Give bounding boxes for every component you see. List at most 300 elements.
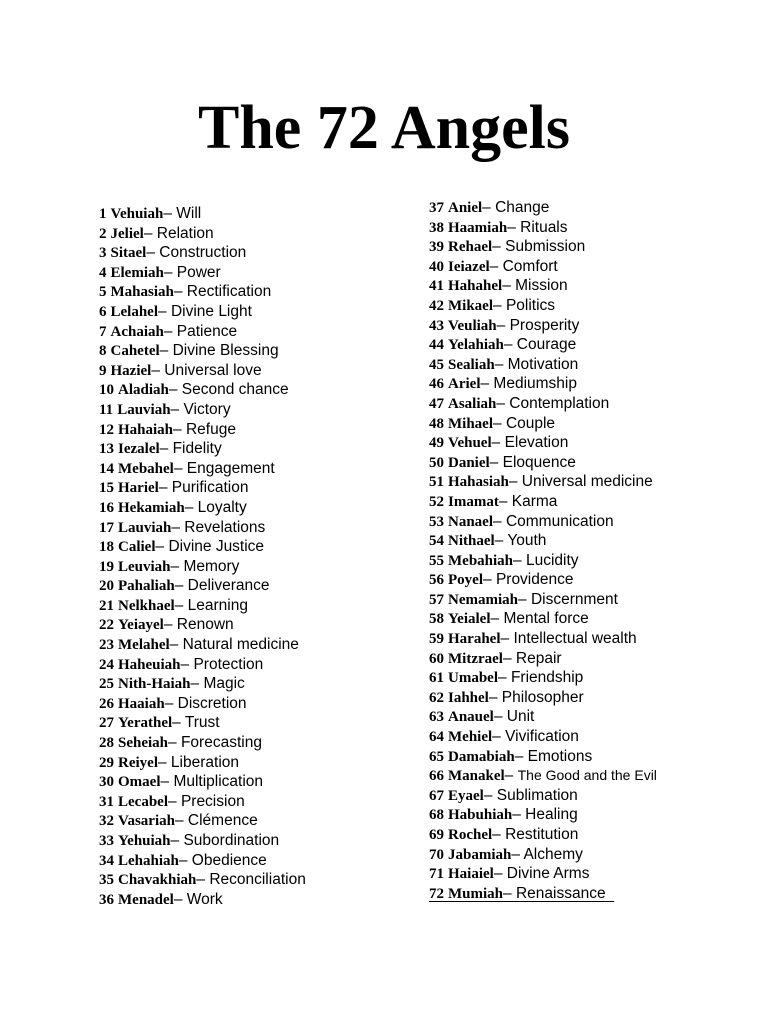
angel-number: 69 <box>429 827 444 843</box>
angel-list-left <box>99 204 429 909</box>
angel-name: Lehahiah <box>118 852 179 869</box>
angel-entry <box>429 786 759 806</box>
angel-meaning: Repair <box>515 649 562 667</box>
angel-meaning: Deliverance <box>187 577 270 595</box>
angel-meaning: Revelations <box>184 518 266 536</box>
angel-meaning: Mental force <box>503 610 589 628</box>
angel-name: Pahaliah <box>118 578 175 595</box>
angel-entry <box>99 870 429 890</box>
angel-meaning: Mediumship <box>493 375 577 393</box>
separator: – <box>502 649 516 667</box>
angel-meaning: Elevation <box>504 434 569 452</box>
angel-meaning: Healing <box>525 806 578 824</box>
angel-name: Iezalel <box>118 441 160 458</box>
separator: – <box>494 532 508 550</box>
angel-number: 7 <box>99 323 107 340</box>
separator: – <box>494 355 508 373</box>
angel-meaning: Karma <box>511 492 558 510</box>
angel-meaning: Universal medicine <box>521 473 653 491</box>
angel-entry <box>99 694 429 714</box>
angel-name: Damabiah <box>448 748 515 765</box>
angel-meaning: Patience <box>176 322 238 340</box>
angel-entry <box>99 733 429 753</box>
angel-number: 51 <box>429 474 444 491</box>
angel-name: Hekamiah <box>118 499 185 516</box>
angel-meaning: Multiplication <box>173 773 264 791</box>
angel-entry <box>429 218 759 238</box>
angel-meaning: Rituals <box>520 218 568 236</box>
angel-number: 28 <box>99 735 114 752</box>
angel-meaning: Forecasting <box>180 734 262 752</box>
separator: – <box>482 199 496 216</box>
angel-name: Omael <box>118 774 161 791</box>
angel-entry <box>429 609 759 629</box>
angel-name: Habuhiah <box>448 807 513 824</box>
angel-meaning: Magic <box>203 675 245 693</box>
angel-number: 3 <box>99 245 107 262</box>
angel-number: 40 <box>429 258 444 275</box>
angel-number: 41 <box>429 278 444 295</box>
angel-number: 47 <box>429 395 444 412</box>
page-title: The 72 Angels <box>197 94 571 162</box>
angel-name: Jeliel <box>110 225 144 242</box>
angel-number: 33 <box>99 833 114 849</box>
separator: – <box>507 218 521 236</box>
angel-number: 27 <box>99 715 114 732</box>
angel-entry <box>429 316 759 336</box>
angel-name: Rochel <box>448 827 493 843</box>
angel-name: Elemiah <box>110 264 164 281</box>
angel-meaning: Renaissance <box>515 884 606 902</box>
angel-name: Aladiah <box>118 382 169 399</box>
angel-entry <box>99 713 429 733</box>
angel-name: Mikael <box>448 297 493 314</box>
angel-meaning: Protection <box>193 655 264 673</box>
angel-meaning: Contemplation <box>509 394 610 412</box>
angel-entry <box>429 237 759 257</box>
angel-entry <box>99 243 429 263</box>
angel-entry <box>99 361 429 381</box>
angel-meaning: Mission <box>515 277 568 295</box>
angel-name: Lecabel <box>118 793 168 810</box>
angel-number: 11 <box>99 401 114 418</box>
angel-entry <box>429 394 759 414</box>
angel-entry <box>429 629 759 649</box>
angel-name: Haaiah <box>118 695 165 712</box>
angel-number: 67 <box>429 787 444 804</box>
angel-entry <box>429 198 759 218</box>
angel-name: Hahasiah <box>448 474 509 491</box>
angel-entry <box>429 727 759 747</box>
angel-name: Nanael <box>448 513 493 530</box>
angel-number: 6 <box>99 303 107 320</box>
angel-name: Aniel <box>448 200 483 216</box>
separator: – <box>163 205 177 222</box>
angel-name: Yelahiah <box>448 337 504 354</box>
angel-number: 46 <box>429 376 444 393</box>
angel-number: 48 <box>429 415 444 432</box>
angel-number: 35 <box>99 872 114 889</box>
angel-number: 29 <box>99 754 114 771</box>
separator: – <box>492 728 506 746</box>
separator: – <box>513 551 526 569</box>
angel-number: 63 <box>429 709 444 726</box>
angel-number: 42 <box>429 297 444 314</box>
angel-entry <box>99 400 429 420</box>
angel-number: 32 <box>99 813 114 830</box>
angel-meaning: Couple <box>505 414 556 432</box>
angel-meaning: Lucidity <box>525 551 579 569</box>
angel-name: Reiyel <box>118 754 158 771</box>
separator: – <box>170 400 184 418</box>
angel-entry <box>99 302 429 322</box>
angel-meaning: Change <box>495 199 550 216</box>
angel-name: Yerathel <box>118 715 173 732</box>
angel-name: Achaiah <box>110 323 164 340</box>
angel-entry <box>429 414 759 434</box>
angel-entry <box>429 492 759 512</box>
separator: – <box>500 630 514 648</box>
angel-entry <box>99 792 429 812</box>
angel-meaning: Vivification <box>505 728 579 746</box>
angel-entry <box>99 341 429 361</box>
angel-entry <box>99 615 429 635</box>
angel-name: Hahahel <box>448 278 503 295</box>
angel-name: Iahhel <box>448 689 489 706</box>
separator: – <box>483 786 497 804</box>
angel-number: 56 <box>429 572 444 589</box>
angel-meaning: Divine Blessing <box>172 342 279 360</box>
angel-meaning: Natural medicine <box>182 636 299 654</box>
angel-entry <box>99 674 429 694</box>
separator: – <box>160 773 174 791</box>
separator: – <box>488 688 502 706</box>
angel-entry <box>429 453 759 473</box>
angel-meaning: Victory <box>183 400 231 418</box>
angel-number: 62 <box>429 689 444 706</box>
angel-entry <box>99 655 429 675</box>
separator: – <box>492 826 506 843</box>
angel-meaning: Power <box>176 263 221 281</box>
angel-entry <box>429 707 759 727</box>
separator: – <box>168 734 181 752</box>
angel-meaning: Comfort <box>502 257 558 275</box>
angel-name: Nemamiah <box>448 591 518 608</box>
angel-entry <box>99 498 429 518</box>
angel-entry <box>99 557 429 577</box>
separator: – <box>163 263 177 281</box>
angel-number: 34 <box>99 852 114 869</box>
angel-meaning: Relation <box>156 224 214 242</box>
separator: – <box>180 655 194 673</box>
angel-entry <box>429 864 759 884</box>
angel-meaning: Will <box>176 205 202 222</box>
angel-entry <box>99 851 429 871</box>
angel-entry <box>429 257 759 277</box>
angel-name: Mitzrael <box>448 650 503 667</box>
angel-number: 2 <box>99 225 107 242</box>
angel-number: 39 <box>429 239 444 256</box>
separator: – <box>172 714 185 732</box>
angel-entry <box>429 296 759 316</box>
angel-entry <box>429 551 759 571</box>
angel-entry <box>99 811 429 831</box>
angel-number: 22 <box>99 617 114 634</box>
separator: – <box>143 224 157 242</box>
angel-meaning: Submission <box>505 238 586 256</box>
separator: – <box>159 342 173 360</box>
angel-entry <box>99 204 429 224</box>
separator: – <box>170 832 184 849</box>
angel-entry <box>99 439 429 459</box>
angel-name: Vasariah <box>118 813 175 830</box>
angel-entry <box>429 805 759 825</box>
angel-number: 19 <box>99 558 114 575</box>
separator: – <box>173 420 186 438</box>
angel-number: 53 <box>429 513 444 530</box>
angel-number: 37 <box>429 200 444 216</box>
angel-meaning: Courage <box>516 336 577 354</box>
separator: – <box>498 669 511 687</box>
angel-number: 45 <box>429 356 444 373</box>
angel-entry <box>99 772 429 792</box>
angel-entry <box>99 478 429 498</box>
angel-number: 1 <box>99 206 107 222</box>
angel-number: 64 <box>429 729 444 746</box>
angel-name: Jabamiah <box>448 846 512 863</box>
angel-number: 57 <box>429 591 444 608</box>
angel-meaning: Purification <box>171 479 249 497</box>
separator: – <box>159 440 173 458</box>
angel-meaning: Learning <box>187 596 248 614</box>
angel-entry <box>429 374 759 394</box>
angel-name: Leuviah <box>118 558 171 575</box>
angel-name: Asaliah <box>448 395 497 412</box>
separator: – <box>158 479 172 497</box>
separator: – <box>480 375 494 393</box>
angel-meaning: Renown <box>176 616 234 634</box>
angel-entry <box>429 276 759 296</box>
angel-number: 31 <box>99 793 114 810</box>
angel-name: Seheiah <box>118 735 169 752</box>
angel-name: Menadel <box>118 891 174 908</box>
angel-meaning: Discretion <box>177 694 247 712</box>
angel-meaning: Refuge <box>185 420 236 438</box>
angel-meaning: Clémence <box>187 812 258 830</box>
angel-meaning: Universal love <box>164 361 262 379</box>
angel-number: 55 <box>429 552 444 569</box>
separator: – <box>493 296 506 314</box>
angel-meaning: Youth <box>507 532 547 550</box>
angel-name: Chavakhiah <box>118 872 197 889</box>
angel-number: 13 <box>99 441 114 458</box>
angel-meaning: Philosopher <box>501 688 584 706</box>
angel-number: 59 <box>429 631 444 648</box>
angel-name: Imamat <box>448 493 499 510</box>
separator: – <box>502 277 516 295</box>
angel-number: 49 <box>429 435 444 452</box>
angel-meaning: Work <box>186 890 223 908</box>
separator: – <box>173 890 187 908</box>
angel-meaning: Liberation <box>170 753 239 771</box>
angel-entry <box>429 845 759 865</box>
angel-name: Haamiah <box>448 219 508 236</box>
angel-meaning: Reconciliation <box>209 871 306 889</box>
separator: – <box>511 845 524 863</box>
separator: – <box>155 538 169 556</box>
angel-entry <box>429 668 759 688</box>
angel-number: 4 <box>99 264 107 281</box>
angel-meaning: Construction <box>159 244 247 262</box>
separator: – <box>163 322 177 340</box>
separator: – <box>151 361 165 379</box>
angel-number: 30 <box>99 774 114 791</box>
angel-entry <box>99 890 429 910</box>
angel-name: Yeiayel <box>118 617 164 634</box>
angel-name: Rehael <box>448 239 493 256</box>
separator: – <box>498 492 512 510</box>
angel-list-right <box>429 198 759 903</box>
separator: – <box>514 747 528 765</box>
separator: – <box>496 316 510 334</box>
angel-name: Harahel <box>448 631 501 648</box>
separator: – <box>493 708 507 726</box>
angel-entry <box>429 355 759 375</box>
angel-entry <box>99 263 429 283</box>
angel-name: Lelahel <box>110 303 158 320</box>
angel-meaning: The Good and the Evil <box>517 767 657 784</box>
angel-number: 20 <box>99 578 114 595</box>
angel-number: 65 <box>429 748 444 765</box>
angel-meaning: Discernment <box>530 590 618 608</box>
angel-name: Veuliah <box>448 317 497 334</box>
angel-entry <box>429 884 759 904</box>
separator: – <box>518 590 531 608</box>
angel-number: 23 <box>99 637 114 654</box>
angel-number: 44 <box>429 337 444 354</box>
angel-number: 50 <box>429 454 444 471</box>
underline-pad <box>606 885 615 902</box>
angel-entry <box>429 825 759 845</box>
angel-entry <box>429 590 759 610</box>
angel-number: 18 <box>99 539 114 556</box>
angel-name: Poyel <box>448 572 483 589</box>
angel-meaning: Providence <box>495 571 574 589</box>
separator: – <box>163 616 177 634</box>
angel-entry <box>99 635 429 655</box>
angel-entry <box>429 531 759 551</box>
angel-number: 25 <box>99 676 114 693</box>
angel-meaning: Engagement <box>186 459 275 477</box>
angel-number: 52 <box>429 493 444 510</box>
angel-entry <box>99 459 429 479</box>
angel-entry <box>429 747 759 767</box>
angel-number: 72 <box>429 885 444 902</box>
angel-number: 17 <box>99 519 114 536</box>
angel-meaning: Second chance <box>181 381 289 399</box>
angel-name: Caliel <box>118 539 156 556</box>
angel-entry <box>429 649 759 669</box>
angel-number: 16 <box>99 499 114 516</box>
angel-number: 61 <box>429 670 444 687</box>
angel-name: Lauviah <box>117 401 171 418</box>
angel-entry <box>99 537 429 557</box>
angel-meaning: Loyalty <box>197 498 247 516</box>
angel-name: Melahel <box>118 637 170 654</box>
angel-entry <box>99 224 429 244</box>
angel-entry <box>99 322 429 342</box>
separator: – <box>174 812 188 830</box>
angel-name: Hariel <box>118 480 159 497</box>
angel-meaning: Fidelity <box>172 440 222 458</box>
separator: – <box>491 434 505 452</box>
separator: – <box>503 336 517 354</box>
angel-name: Umabel <box>448 670 498 687</box>
angel-name: Mahasiah <box>110 284 174 301</box>
separator: – <box>158 302 171 320</box>
angel-entry <box>429 433 759 453</box>
angel-meaning: Politics <box>505 296 556 314</box>
angel-number: 68 <box>429 807 444 824</box>
angel-meaning: Divine Justice <box>168 538 265 556</box>
separator: – <box>170 557 184 575</box>
angel-meaning: Subordination <box>183 832 280 849</box>
separator: – <box>173 283 187 301</box>
angel-name: Haiaiel <box>448 866 494 883</box>
angel-number: 21 <box>99 597 114 614</box>
angel-name: Nelkhael <box>118 597 175 614</box>
angel-name: Nithael <box>448 533 495 550</box>
angel-meaning: Divine Arms <box>506 865 590 883</box>
angel-meaning: Unit <box>506 708 535 726</box>
angel-meaning: Alchemy <box>523 845 583 863</box>
separator: – <box>493 865 507 883</box>
angel-name: Cahetel <box>110 343 160 360</box>
angel-name: Lauviah <box>118 519 172 536</box>
angel-entry <box>429 766 759 786</box>
angel-number: 5 <box>99 284 107 301</box>
separator: – <box>146 244 160 262</box>
angel-meaning: Motivation <box>507 355 579 373</box>
angel-entry <box>99 596 429 616</box>
angel-name: Sitael <box>110 245 147 262</box>
angel-meaning: Divine Light <box>170 302 252 320</box>
angel-number: 9 <box>99 362 107 379</box>
angel-number: 58 <box>429 611 444 628</box>
angel-number: 71 <box>429 866 444 883</box>
angel-meaning: Rectification <box>186 283 272 301</box>
angel-name: Sealiah <box>448 356 495 373</box>
separator: – <box>489 453 503 471</box>
angel-meaning: Memory <box>183 557 240 575</box>
angel-number: 36 <box>99 891 114 908</box>
angel-entry <box>99 831 429 851</box>
angel-meaning: Sublimation <box>496 786 578 804</box>
angel-number: 15 <box>99 480 114 497</box>
angel-entry <box>99 576 429 596</box>
separator: – <box>164 694 178 712</box>
angel-name: Vehuiah <box>110 206 164 222</box>
separator: – <box>496 394 510 412</box>
angel-entry <box>99 380 429 400</box>
separator: – <box>173 459 187 477</box>
angel-number: 43 <box>429 317 444 334</box>
separator: – <box>483 571 496 589</box>
separator: – <box>196 871 210 889</box>
angel-entry <box>429 688 759 708</box>
angel-meaning: Intellectual wealth <box>513 630 637 648</box>
angel-meaning: Friendship <box>510 669 584 687</box>
